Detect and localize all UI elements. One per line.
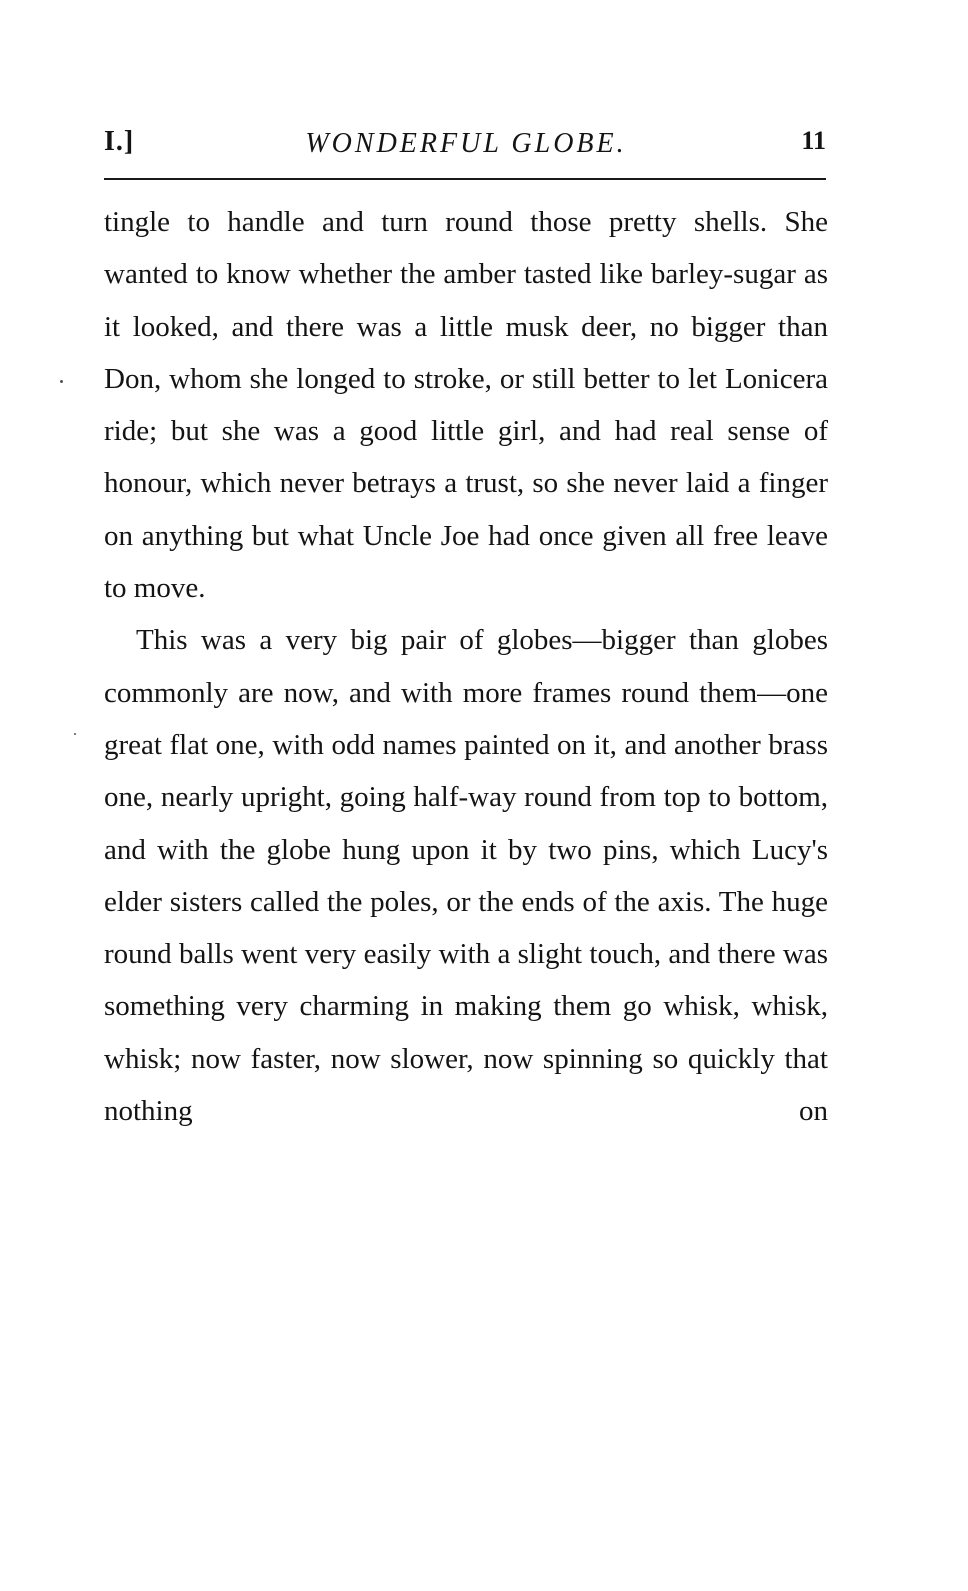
- paragraph-2: This was a very big pair of globes—bigger than globes commonly are now, and with more frames round them—one great flat one, with odd names painted on it, and another brass one, nearly upright, going half-way round from top to bottom, and with the globe hung upon it by two pins, which Lucy's elder sisters called the poles, or the ends of the axis. The huge round balls went very easily with a slight touch, and there was something very charming in making them go whisk, whisk, whisk; now faster, now slower, now spinning so quickly that nothing on: [104, 624, 828, 1128]
- running-title: WONDERFUL GLOBE.: [305, 128, 627, 159]
- running-header: [104, 126, 828, 166]
- page-number: 11: [801, 126, 826, 155]
- chapter-marker: I.]: [104, 126, 135, 157]
- margin-speck: [60, 380, 63, 383]
- paragraph-1: tingle to handle and turn round those pretty shells. She wanted to know whether the amber tasted like barley-sugar as it looked, and there was a little musk deer, no bigger than Don, whom she longed to stroke, or still better to let Lonicera ride; but she was a good little girl, and had real sense of honour, which never betrays a trust, so she never laid a finger on anything but what Uncle Joe had once given all free leave to move.: [104, 206, 828, 605]
- body-text: [104, 196, 828, 1137]
- header-rule: [104, 178, 826, 180]
- margin-speck: [74, 733, 76, 735]
